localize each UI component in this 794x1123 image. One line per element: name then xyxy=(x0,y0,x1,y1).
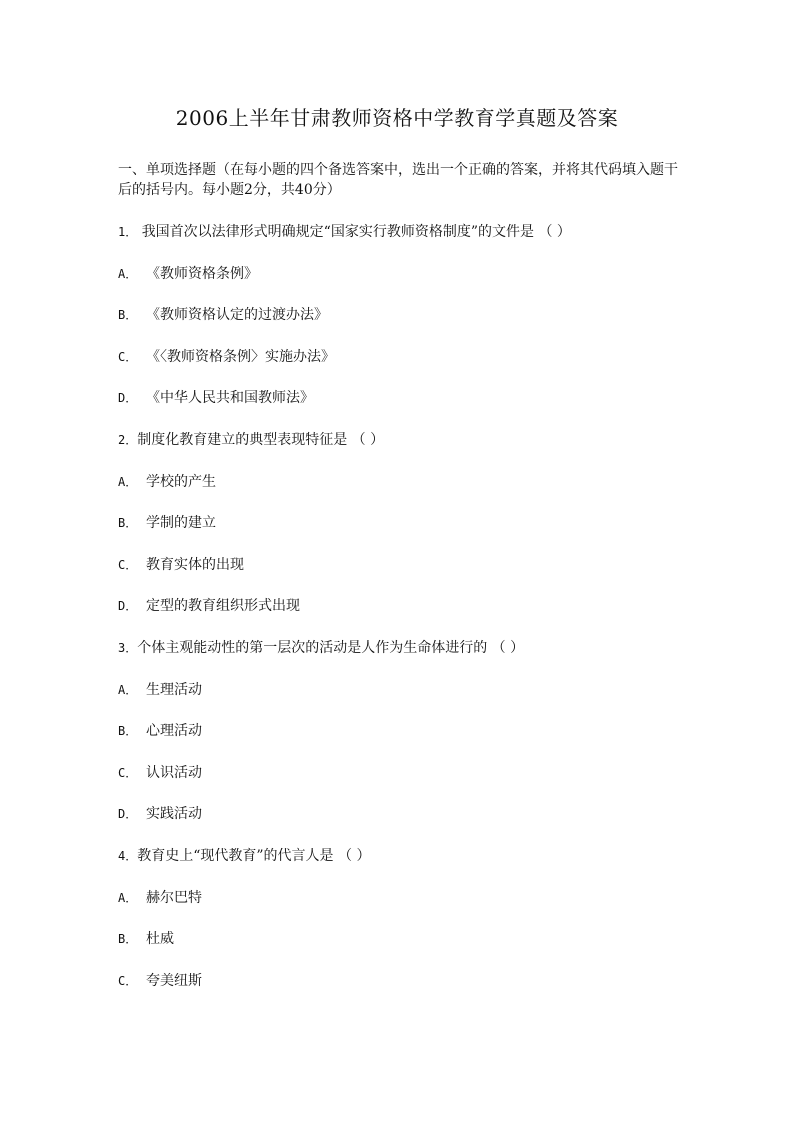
question-stem xyxy=(118,846,688,888)
question-2 xyxy=(118,430,688,638)
option-letter: A． xyxy=(118,890,138,905)
question-stem xyxy=(118,222,688,264)
option-text: 《中华人民共和国教师法》 xyxy=(146,390,314,407)
option-letter: C． xyxy=(118,349,138,364)
option-c xyxy=(118,763,688,805)
option-text: 《教师资格认定的过渡办法》 xyxy=(146,307,328,324)
option-text: 赫尔巴特 xyxy=(146,889,202,906)
option-letter: B． xyxy=(118,932,138,947)
option-text: 夸美纽斯 xyxy=(146,972,202,989)
option-letter: B． xyxy=(118,516,138,531)
option-a xyxy=(118,680,688,722)
question-number: 2． xyxy=(118,432,138,447)
option-c xyxy=(118,971,688,1013)
option-a xyxy=(118,888,688,930)
option-text: 学制的建立 xyxy=(146,515,216,532)
question-stem xyxy=(118,430,688,472)
option-letter: D． xyxy=(118,391,138,406)
option-text: 杜威 xyxy=(146,931,174,948)
question-number: 3． xyxy=(118,640,138,655)
question-text: 制度化教育建立的典型表现特征是 （ ） xyxy=(137,431,385,448)
questions-list xyxy=(118,222,688,1012)
question-text: 教育史上“现代教育”的代言人是 （ ） xyxy=(137,847,371,864)
option-a xyxy=(118,264,688,306)
option-text: 《教师资格条例》 xyxy=(146,265,258,282)
option-letter: B． xyxy=(118,308,138,323)
option-b xyxy=(118,513,688,555)
document-title: 2006上半年甘肃教师资格中学教育学真题及答案 xyxy=(175,106,619,130)
option-text: 实践活动 xyxy=(146,806,202,823)
option-text: 教育实体的出现 xyxy=(146,556,244,573)
option-d xyxy=(118,596,688,638)
question-1 xyxy=(118,222,688,430)
option-letter: B． xyxy=(118,724,138,739)
option-b xyxy=(118,305,688,347)
option-letter: A． xyxy=(118,474,138,489)
option-letter: A． xyxy=(118,266,138,281)
question-stem xyxy=(118,638,688,680)
option-text: 学校的产生 xyxy=(146,473,216,490)
question-number: 4． xyxy=(118,848,138,863)
option-b xyxy=(118,929,688,971)
question-4 xyxy=(118,846,688,1012)
option-letter: D． xyxy=(118,599,138,614)
question-number: 1． xyxy=(118,225,138,239)
option-text: 心理活动 xyxy=(146,723,202,740)
question-text: 个体主观能动性的第一层次的活动是人作为生命体进行的 （ ） xyxy=(137,639,525,656)
option-letter: C． xyxy=(118,973,138,988)
option-d xyxy=(118,388,688,430)
option-b xyxy=(118,721,688,763)
option-letter: C． xyxy=(118,557,138,572)
option-letter: D． xyxy=(118,807,138,822)
option-c xyxy=(118,347,688,389)
question-3 xyxy=(118,638,688,846)
option-letter: A． xyxy=(118,682,138,697)
question-text: 我国首次以法律形式明确规定“国家实行教师资格制度”的文件是 （ ） xyxy=(141,224,571,240)
option-text: 认识活动 xyxy=(146,764,202,781)
section-intro: 一、单项选择题（在每小题的四个备选答案中，选出一个正确的答案，并将其代码填入题干后的括号内。每小题2分，共40分） xyxy=(118,162,678,198)
option-text: 生理活动 xyxy=(146,681,202,698)
option-text: 定型的教育组织形式出现 xyxy=(146,598,300,615)
option-text: 《〈教师资格条例〉实施办法》 xyxy=(146,348,335,365)
option-d xyxy=(118,804,688,846)
option-a xyxy=(118,472,688,514)
option-letter: C． xyxy=(118,765,138,780)
option-c xyxy=(118,555,688,597)
